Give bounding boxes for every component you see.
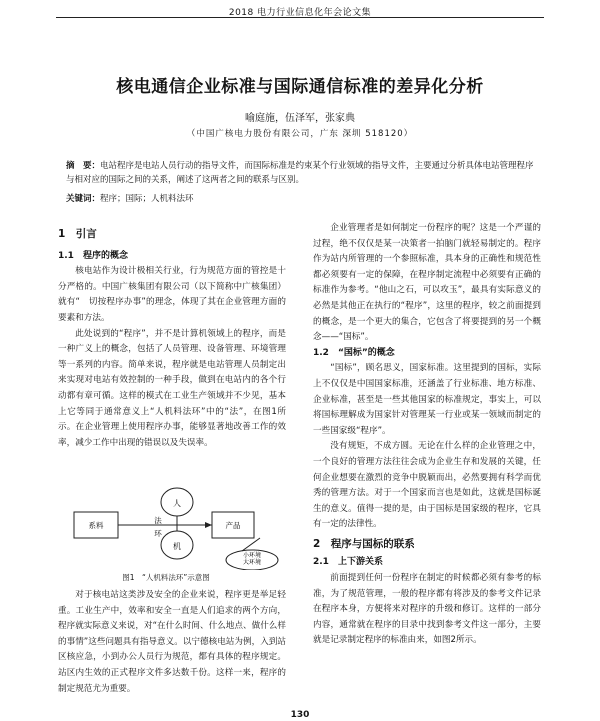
keywords-text: 程序；国际；人机料法环 <box>100 194 194 204</box>
right-column <box>313 221 541 649</box>
abstract <box>66 159 540 187</box>
right-paragraph-3: 没有规矩，不成方圆。无论在什么样的企业管理之中，一个良好的管理方法往往会成为企业生存和发展的关键，任何企业想要在激烈的竞争中脱颖而出，必然要拥有科学而优秀的管理方法。对于一个国家而言也是如此，这就是国标诞生的意义。值得一提的是，由于国标是国家级的程序，它具有一定的法律性。 <box>313 441 541 530</box>
section-1-2-heading: 1.2 “国标”的概念 <box>313 347 395 358</box>
label-bubble <box>243 551 261 566</box>
section-2-heading: 2 程序与国标的联系 <box>313 537 415 550</box>
abstract-text: 电站程序是电站人员行动的指导文件，而国际标准是约束某个行业领域的指导文件，主要通过分析具体电站管理程序与相对应的国际之间的关系，阐述了这两者之间的联系与区别。 <box>66 161 534 185</box>
figure-1-caption: 图1 “人机料法环”示意图 <box>122 573 210 582</box>
right-paragraph-1: 企业管理者是如何制定一份程序的呢？这是一个严谨的过程，绝不仅仅是某一决策者一拍脑门就轻易制定的。程序作为站内所管理的一个参照标准，具本身的正确性和规范性都必须要有一定的保障，在程序制定流程中必须要有正确的标准作为参考。“他山之石，可以攻玉”，最具有实际意义的必然是其他正在执行的“程序”，这里的程序，较之前面提到的概念，是一个更大的集合，它包含了将要提到的另一个概念——“国标”。 <box>313 223 541 343</box>
left-paragraph-2: 此处说到的“程序”，并不是计算机领域上的程序，而是一种广义上的概念，包括了人员管理、设备管理、环境管理等一系列的内容。简单来说，程序就是电站管理人员制定出来实现对电站有效控制的一种手段，做到在电站内的各个行动都有章可循。这样的模式在工业生产领域并不少见，基本上它等同于通常意义上“人机料法环”中的“法”，在图1所示。在企业管理上使用程序办事，能够显著地改善工作的效率，减少工作中出现的错误以及失误率。 <box>58 328 286 448</box>
section-1-1-heading: 1.1 程序的概念 <box>58 250 128 261</box>
authors: 喻庭施，伍泽军，张家典 <box>245 113 355 124</box>
flow-arrowhead <box>205 522 212 528</box>
figure-1-diagram <box>62 470 284 570</box>
affiliation: （中国广核电力股份有限公司，广东 深圳 518120） <box>186 129 414 139</box>
label-product: 产品 <box>225 521 241 530</box>
left-paragraph-1: 核电站作为设计极相关行业，行为规范方面的管控是十分严格的。中国广核集团有限公司（以下简称中广核集团）就有“ 切按程序办事”的理念，体现了其在企业管理方面的要素和方法。 <box>58 266 286 323</box>
bubble-line: 大环境 <box>242 559 262 566</box>
header-rule <box>56 17 544 18</box>
running-header: 2018 电力行业信息化年会论文集 <box>228 8 372 18</box>
right-paragraph-4: 前面提到任何一份程序在制定的时候都必须有参考的标准，为了规范管理，一般的程序都有将涉及的参考文件记录在程序本身，方便将来对程序的升级和修订。这样的一部分内容，通常就在程序的目录中找到参考文件这一部分，主要就是记录制定程序的标准由来，如图2所示。 <box>313 573 541 646</box>
label-method: 法 <box>154 516 162 525</box>
label-material: 系料 <box>88 521 104 530</box>
label-people: 人 <box>173 499 181 508</box>
left-paragraph-3: 对于核电站这类涉及安全的企业来说，程序更是举足轻重。工业生产中，效率和安全一直是人们追求的两个方向，程序就实际意义来说，对“在什么时间、什么地点、做什么样的事情”这些问题具有指导意义。以宁德核电站为例，入到站区核应急，小到办公人员行为规范，都有具体的程序规定。站区内生效的正式程序文件多达数千份。这样一来，程序的制定规范尤为重要。 <box>58 590 286 694</box>
bubble-line: 小环境 <box>242 552 262 559</box>
label-env: 环 <box>154 529 162 538</box>
section-2-1-heading: 2.1 上下游关系 <box>313 557 383 568</box>
paper-title: 核电通信企业标准与国际通信标准的差异化分析 <box>116 77 484 97</box>
section-1-heading: 1 引言 <box>58 228 97 240</box>
page-number: 130 <box>290 710 310 720</box>
bubble-pointer <box>242 538 260 551</box>
label-machine: 机 <box>173 542 181 551</box>
left-column <box>58 227 286 451</box>
left-column-lower <box>58 588 286 697</box>
keywords <box>66 192 540 204</box>
abstract-label: 摘 要： <box>66 161 101 171</box>
keywords-label: 关键词： <box>66 194 101 204</box>
right-paragraph-2: “国标”，顾名思义，国家标准。这里提到的国标，实际上不仅仅是中国国家标准，还涵盖了行业标准、地方标准、企业标准，甚至是一些其他国家的标准规定，事实上，可以将国标理解成为国家针对管理某一行业或某一领域而制定的一些国家级“程序”。 <box>313 363 541 436</box>
